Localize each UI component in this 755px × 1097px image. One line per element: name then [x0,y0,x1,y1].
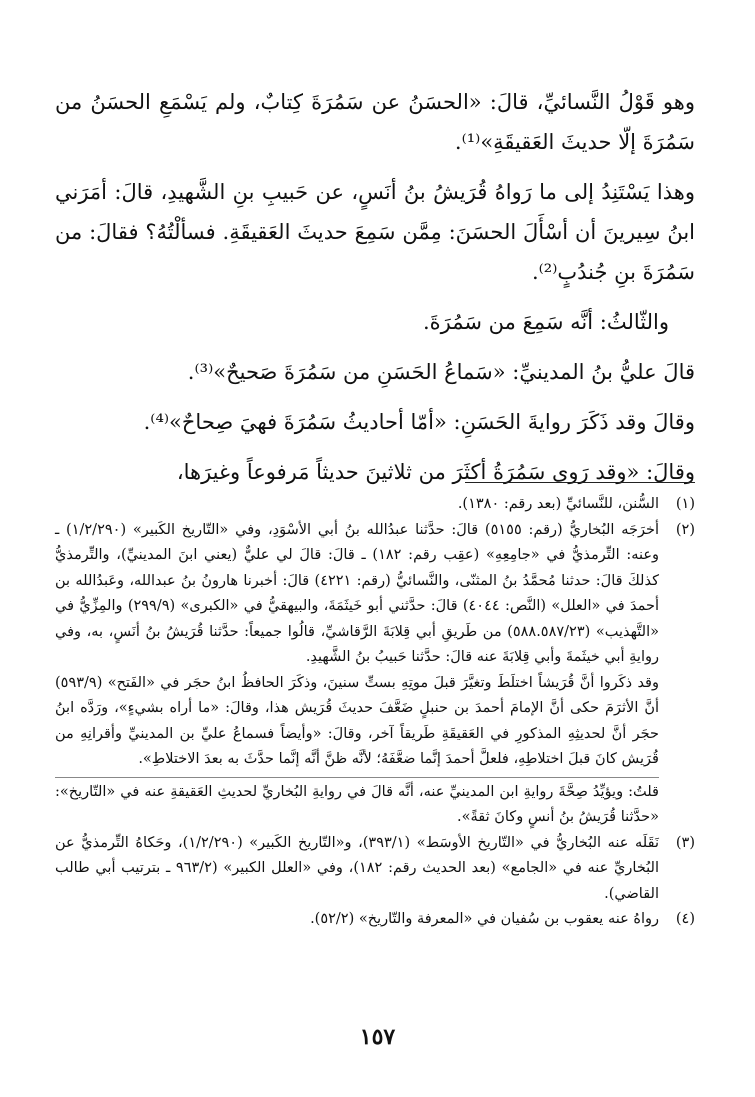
footnote-text [55,907,659,933]
footnote-line: وقد ذكَروا أنَّ قُرَيشاً اختلَطَ وتغيَّرَ قبلَ موتِهِ بستِّ سنينَ، وذكَرَ الحافظُ ابنُ حجَر في «الفَتح» (٥٩٣/٩) أنَّ الأثرَمَ حكى أنَّ الإمامَ أحمدَ بن حنبلٍ ضَعَّفَ حديثَ قُرَيش هذا، وقالَ: «ما أراه بشيءٍ»، ورَدَّه ابنُ حجَر أنَّ لحديثِهِ المذكورِ في العَقيقَةِ طَريقاً آخر، وقالَ: «وأيضاً فسماعُ عليِّ بن المدينيِّ وأقرانِهِ من قُرَيش كانَ قبلَ اختلاطِهِ، فلعلَّ أحمدَ إنَّما ضعَّفَهُ؛ لأنَّه ظنَّ أنَّه إنَّما حدَّثَ به بعدَ الاختلاطِ». [55,674,659,767]
footnote-line: قلتُ: ويؤيِّدُ صِحَّةَ روايةِ ابن المدينيِّ عنه، أنَّه قالَ في روايةِ البُخاريِّ لحديثِ العَقيقةِ عنه في «التّاريخ»: «حدَّثنا قُرَيشُ بنُ أنسٍ وكانَ ثقةً». [55,777,659,831]
footnote-4 [55,907,695,933]
footnotes [55,492,695,933]
footnote-3 [55,831,695,908]
footnote-text [55,492,659,518]
footnote-line: رواهُ عنه يعقوب بن سُفيان في «المعرفة والتّاريخ» (٥٢/٢). [310,911,659,927]
footnote-1 [55,492,695,518]
footnote-divider [465,482,695,483]
paragraph-5: وقالَ وقد ذَكَرَ روايةَ الحَسَنِ: «أمّا أحاديثُ سَمُرَةَ فهيَ صِحاحٌ»⁽⁴⁾. [143,410,695,434]
footnote-line: أخرَجَه البُخاريُّ (رقم: ٥١٥٥) قالَ: حدَّثنا عبدُالله بنُ أبي الأسْوَدِ، وفي «التّاريخ الكَبير» (١/٢/٢٩٠) ـ وعنه: التِّرمذيُّ في «جامِعِهِ» (عقِب رقم: ١٨٢) ـ قالَ: قالَ لي عليٌّ (يعني ابنَ المدينيِّ)، والتِّرمذيُّ كذلكَ قالَ: حدثنا مُحمَّدُ بنُ المثنّى، والنَّسائيُّ (رقم: ٤٢٢١) قالَ: أخبرنا هارونُ بنُ عبدالله، وعَبدُالله بن أحمدَ في «العلل» (النَّص: ٤٠٤٤) قالَ: حدَّثني أبو خَيثَمَةَ، والبيهقيُّ في «الكبرى» (٢٩٩/٩) والمِزِّيُّ في «التَّهذيب» (٥٨٨.٥٨٧/٢٣) من طَريقِ أبي قِلابَةَ الرَّقاشيِّ، قالُوا جميعاً: حدَّثنا قُرَيشُ بنُ أنَسٍ، به، وفي روايةِ أبي خيثَمةَ وأبي قِلابَةَ عنه قالَ: حدَّثنا حَبيبُ بنُ الشَّهيدِ. [55,521,660,665]
paragraph-1: وهو قَوْلُ النَّسائيِّ، قالَ: «الحسَنُ عن سَمُرَةَ كِتابٌ، ولم يَسْمَعِ الحسَنُ من سَمُرَةَ إلّا حديثَ العَقيقَةِ»⁽¹⁾. [55,90,695,154]
footnote-2 [55,518,695,831]
footnote-number: (٢) [675,521,695,538]
footnote-number: (٣) [675,834,695,851]
footnote-number: (١) [675,496,695,512]
footnote-number: (٤) [675,911,695,927]
paragraph-4: قالَ عليُّ بنُ المدينيِّ: «سَماعُ الحَسَنِ من سَمُرَةَ صَحيحٌ»⁽³⁾. [187,360,695,384]
footnote-text [55,518,659,831]
footnote-text [55,831,659,908]
paragraph-3: والثّالثُ: أنَّه سَمِعَ من سَمُرَةَ. [423,310,669,334]
footnote-line: السُّنن، للنَّسائيِّ (بعد رقم: ١٣٨٠). [457,496,659,512]
paragraph-6: وقالَ: «وقد رَوى سَمُرَةُ أكثَرَ من ثلاثينَ حديثاً مَرفوعاً وغيرَها، [176,460,695,484]
footnote-line: نَقَلَه عنه البُخاريُّ في «التّاريخ الأوسَط» (٣٩٣/١)، و«التّاريخ الكَبير» (١/٢/٢٩٠)، وحَكاهُ التِّرمذيُّ عن البُخاريِّ عنه في «الجامع» (بعد الحديث رقم: ١٨٢)، وفي «العلل الكبير» (٩٦٣/٢ ـ بترتيب أبي طالب القاضي). [55,834,659,902]
page-number: ١٥٧ [359,1024,396,1050]
paragraph-2: وهذا يَسْتَنِدُ إلى ما رَواهُ قُرَيشُ بنُ أنَسٍ، عن حَبيبِ بنِ الشَّهيدِ، قالَ: أمَرَني ابنُ سِيرينَ أن أسْأَلَ الحسَنَ: مِمَّن سَمِعَ حديثَ العَقيقَةِ. فسألْتُهُ؟ فقالَ: من سَمُرَةَ بنِ جُندُبٍ⁽²⁾. [55,180,695,284]
main-text [55,82,695,492]
